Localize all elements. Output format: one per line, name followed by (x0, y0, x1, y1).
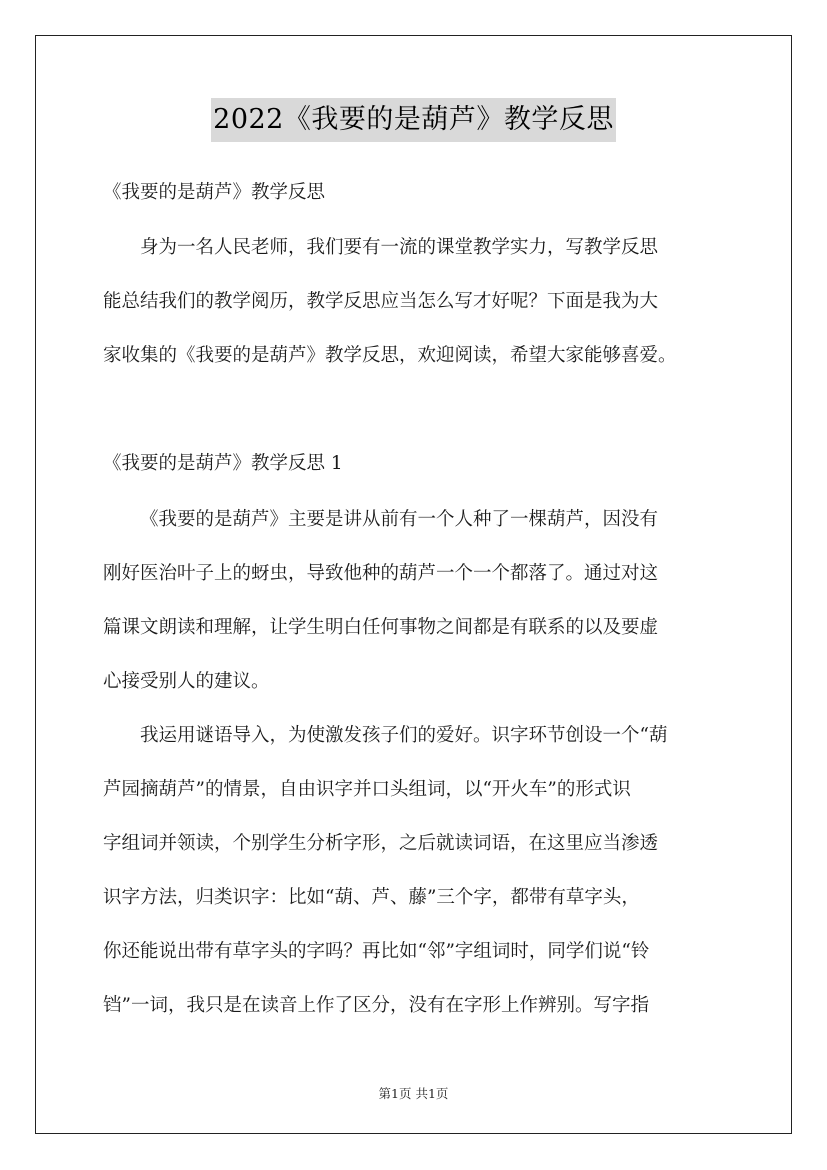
paragraph-line: 识字方法，归类识字：比如“葫、芦、藤”三个字，都带有草字头， (103, 887, 640, 908)
paragraph-line: 你还能说出带有草字头的字吗？再比如“邻”字组词时，同学们说“铃 (103, 941, 650, 962)
intro-line: 能总结我们的教学阅历，教学反思应当怎么写才好呢？下面是我为大 (103, 291, 659, 312)
title-container (0, 98, 827, 142)
paragraph-line: 刚好医治叶子上的蚜虫，导致他种的葫芦一个一个都落了。通过对这 (103, 563, 659, 584)
section-heading: 《我要的是葫芦》教学反思 1 (103, 453, 343, 474)
paragraph-line: 我运用谜语导入，为使激发孩子们的爱好。识字环节创设一个“葫 (140, 725, 668, 746)
document-title: 2022《我要的是葫芦》教学反思 (211, 98, 616, 142)
paragraph-line: 芦园摘葫芦”的情景，自由识字并口头组词，以“开火车”的形式识 (103, 779, 631, 800)
paragraph-line: 字组词并领读，个别学生分析字形，之后就读词语，在这里应当渗透 (103, 833, 659, 854)
intro-line: 身为一名人民老师，我们要有一流的课堂教学实力，写教学反思 (140, 237, 659, 258)
page-footer: 第1页 共1页 (378, 1086, 449, 1101)
paragraph-line: 铛”一词，我只是在读音上作了区分，没有在字形上作辨别。写字指 (103, 995, 649, 1016)
document-subtitle: 《我要的是葫芦》教学反思 (103, 182, 326, 203)
paragraph-line: 篇课文朗读和理解，让学生明白任何事物之间都是有联系的以及要虚 (103, 617, 659, 638)
paragraph-line: 心接受别人的建议。 (103, 671, 270, 692)
intro-line: 家收集的《我要的是葫芦》教学反思，欢迎阅读，希望大家能够喜爱。 (103, 345, 677, 366)
paragraph-line: 《我要的是葫芦》主要是讲从前有一个人种了一棵葫芦，因没有 (140, 509, 659, 530)
